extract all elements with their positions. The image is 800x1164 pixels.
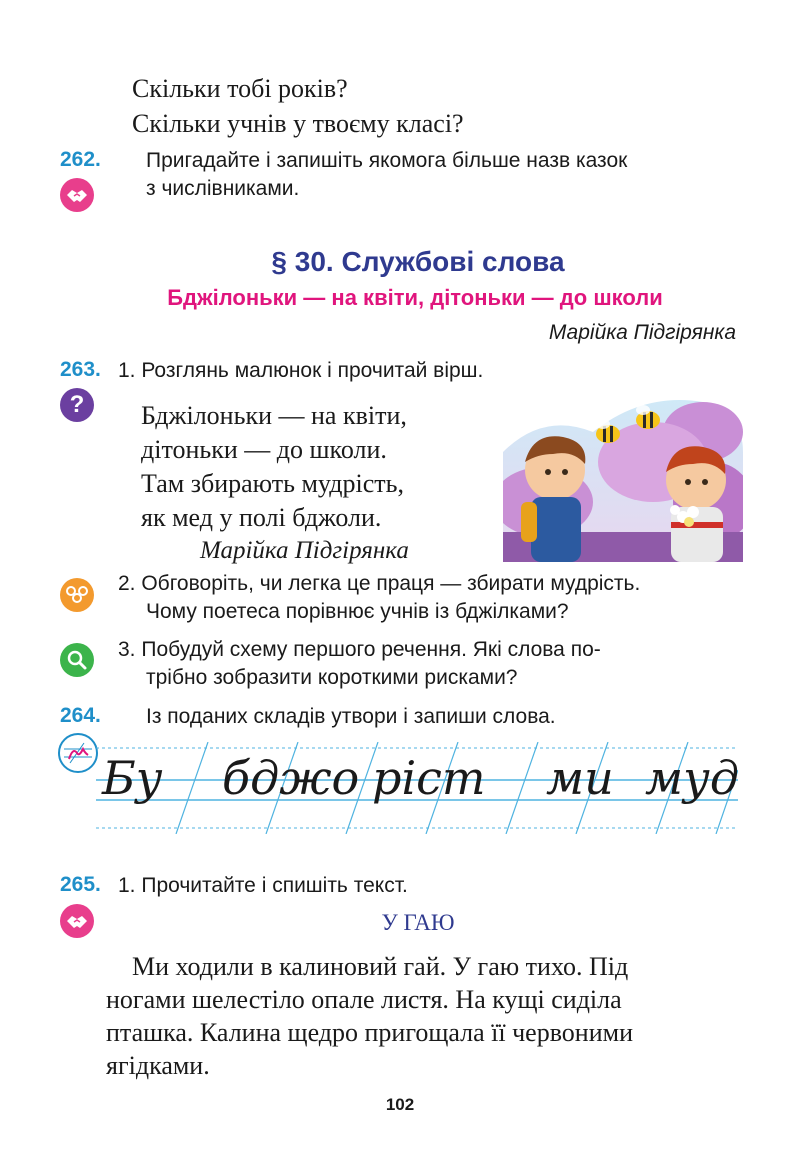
exercise-262-line-1: Пригадайте і запишіть якомога більше назв казок	[146, 149, 628, 172]
exercise-264-text: Із поданих складів утвори і запиши слова.	[146, 705, 556, 728]
epigraph-author: Марійка Підгірянка	[548, 321, 736, 344]
intro-line-2: Скільки учнів у твоєму класі?	[132, 109, 464, 138]
magnifier-icon	[60, 643, 94, 677]
syllable-5: муд	[645, 751, 739, 805]
intro-line-1: Скільки тобі років?	[132, 74, 348, 103]
exercise-263-step-2-line-2: Чому поетеса порівнює учнів із бджілками?	[146, 600, 569, 623]
poem-line-2: дітоньки — до школи.	[141, 435, 387, 464]
poem-line-3: Там збирають мудрість,	[141, 469, 405, 498]
group-icon	[60, 578, 94, 612]
exercise-263-step-3-line-1: 3. Побудуй схему першого речення. Які слова по-	[118, 638, 601, 661]
text-line-3: пташка. Калина щедро пригощала її червоними	[106, 1018, 633, 1047]
exercise-number-262: 262.	[60, 148, 101, 171]
calligraphy-icon	[58, 733, 98, 773]
syllable-1: Бу	[102, 751, 163, 805]
text-heading: У ГАЮ	[381, 910, 455, 935]
section-title: § 30. Службові слова	[271, 246, 565, 277]
exercise-263-step-2-line-1: 2. Обговоріть, чи легка це праця — збирати мудрість.	[118, 572, 641, 595]
syllable-4: ми	[546, 751, 614, 805]
exercise-number-265: 265.	[60, 873, 101, 896]
section-subtitle: Бджілоньки — на квіти, дітоньки — до школи	[167, 285, 663, 310]
exercise-number-263: 263.	[60, 358, 101, 381]
handshake-icon	[60, 178, 94, 212]
question-icon: ?	[60, 388, 94, 422]
illustration-children-bees	[503, 392, 743, 562]
poem-author: Марійка Підгірянка	[200, 537, 409, 564]
text-line-2: ногами шелестіло опале листя. На кущі сиділа	[106, 985, 622, 1014]
syllable-3: ріст	[372, 751, 486, 805]
syllable-2: бджо	[222, 751, 360, 805]
poem-line-4: як мед у полі бджоли.	[141, 503, 382, 532]
exercise-263-step-1: 1. Розглянь малюнок і прочитай вірш.	[118, 359, 484, 382]
text-line-4: ягідками.	[106, 1051, 210, 1080]
exercise-265-step-1: 1. Прочитайте і спишіть текст.	[118, 874, 408, 897]
text-line-1: Ми ходили в калиновий гай. У гаю тихо. Під	[132, 952, 629, 981]
exercise-262-line-2: з числівниками.	[146, 177, 300, 200]
exercise-number-264: 264.	[60, 704, 101, 727]
exercise-263-step-3-line-2: трібно зобразити короткими рисками?	[146, 666, 518, 689]
page-number: 102	[385, 1095, 415, 1114]
poem-line-1: Бджілоньки — на квіти,	[141, 401, 407, 430]
